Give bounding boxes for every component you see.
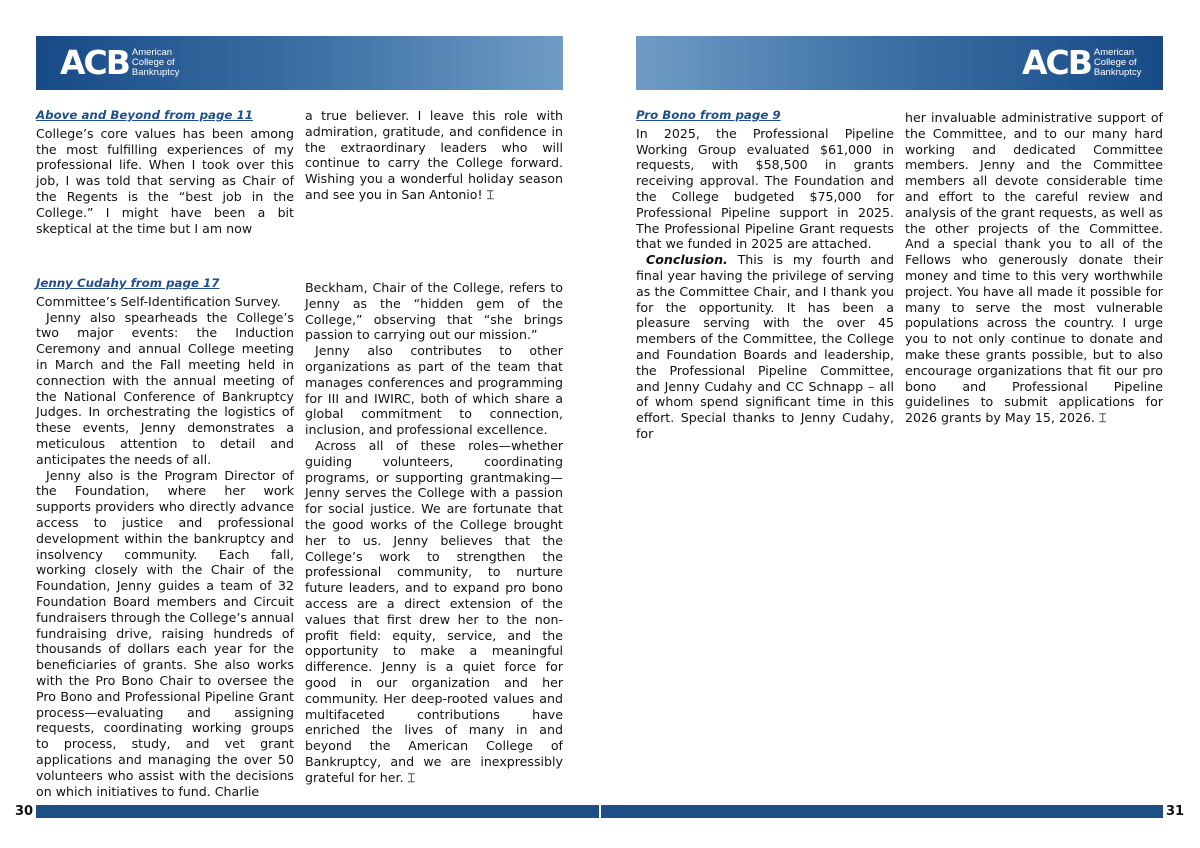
- article-pro-bono-col1: [636, 108, 894, 442]
- paragraph: Jenny also spearheads the College’s two major events: the Induction Ceremony and annual College meeting in March and the Fall meeting held in connection with the annual meeting of the National Conference of Bankruptcy Judges. In orchestrating the logistics of these events, Jenny demonstrates a meticulous attention to detail and anticipates the needs of all.: [36, 309, 294, 467]
- page-number-right: 31: [1166, 804, 1185, 819]
- header-banner-right: [636, 36, 1163, 90]
- end-mark-icon: ⌶: [486, 186, 495, 202]
- paragraph: [636, 252, 894, 442]
- paragraph-text: a true believer. I leave this role with admiration, gratitude, and confidence in the extraordinary leaders who will continue to carry the College forward. Wishing you a wonderful holiday season and see you in San Antonio!: [305, 108, 563, 202]
- end-mark-icon: ⌶: [1099, 410, 1107, 426]
- logo-line-1: American: [1093, 47, 1135, 58]
- logo-line-2: College of: [131, 57, 175, 68]
- logo-wordmark: [1094, 48, 1142, 78]
- paragraph: Jenny also contributes to other organizations as part of the team that manages conferences and programming for III and IWIRC, both of which share a global commitment to connection, inclusion, and professional excellence.: [305, 343, 563, 438]
- logo-line-2: College of: [1093, 57, 1137, 68]
- logo-mark: ACB: [60, 43, 129, 82]
- continuation-link-above-and-beyond[interactable]: Above and Beyond from page 11: [36, 108, 253, 122]
- conclusion-lead: Conclusion.: [646, 252, 728, 268]
- paragraph-text: her invaluable administrative support of the Committee, and to our many hard working and dedicated Committee members. Jenny and the Committee members all devote considerable time and effort to the careful review and analysis of the grant requests, as well as the other projects of the Committee. And a special thank you to all of the Fellows who generously donate their money and time to this very worthwhile project. You have all made it possible for many to serve the most vulnerable populations across the country. I urge you to not only continue to donate and make these grants possible, but to also encourage organizations that fit our pro bono and Professional Pipeline guidelines to submit applications for 2026 grants by May 15, 2026.: [905, 110, 1163, 426]
- logo-line-3: Bankruptcy: [131, 67, 180, 78]
- continuation-link-pro-bono[interactable]: Pro Bono from page 9: [636, 108, 781, 122]
- end-mark-icon: ⌶: [407, 769, 416, 785]
- paragraph: Jenny also is the Program Director of the Foundation, where her work supports providers who directly advance access to justice and professional development within the bankruptcy and insolvency community. Each fall, working closely with the Chair of the Foundation, Jenny guides a team of 32 Foundation Board members and Circuit fundraisers through the College’s annual fundraising drive, raising hundreds of thousands of dollars each year for the beneficiaries of grants. She also works with the Pro Bono Chair to oversee the Pro Bono and Professional Pipeline Grant process—evaluating and assigning requests, coordinating working groups to process, study, and vet grant applications and managing the over 50 volunteers who assist with the decisions on which initiatives to fund. Charlie: [36, 467, 294, 799]
- article-above-and-beyond-col2: [305, 108, 563, 203]
- paragraph-text: Across all of these roles—whether guiding volunteers, coordinating programs, or supporting grantmaking—Jenny serves the College with a passion for social justice. We are fortunate that the good works of the College brought her to us. Jenny believes that the College’s work to strengthen the professional community, to nurture future leaders, and to expand pro bono access are a direct extension of the values that first drew her to the non-profit field: equity, service, and the opportunity to make a meaningful difference. Jenny is a quiet force for good in our organization and her community. Her deep-rooted values and multifaceted contributions have enriched the lives of many in and beyond the American College of Bankruptcy, and we are inexpressibly grateful for her.: [305, 437, 563, 785]
- paragraph: [305, 438, 563, 786]
- acb-logo: [60, 43, 180, 82]
- paragraph: Committee’s Self-Identification Survey.: [36, 293, 281, 309]
- logo-mark: ACB: [1022, 43, 1091, 82]
- paragraph: [305, 108, 563, 203]
- acb-logo: [1022, 43, 1142, 82]
- paragraph-text: This is my fourth and final year having the privilege of serving as the Committee Chair, and I thank you for the opportunity. It has been a pleasure serving with the over 45 members of the Committee, the College and Foundation Boards and leadership, the Professional Pipeline Committee, and Jenny Cudahy and CC Schnapp – all of whom spend significant time in this effort. Special thanks to Jenny Cudahy, for: [636, 252, 894, 441]
- logo-line-1: American: [131, 47, 173, 58]
- continuation-link-jenny-cudahy[interactable]: Jenny Cudahy from page 17: [36, 276, 220, 290]
- page-number-left: 30: [15, 804, 34, 819]
- logo-line-3: Bankruptcy: [1093, 67, 1142, 78]
- article-pro-bono-col2: [905, 110, 1163, 426]
- article-jenny-cudahy-col1: [36, 276, 294, 799]
- footer-bar-right: [601, 805, 1163, 818]
- article-jenny-cudahy-col2: [305, 280, 563, 786]
- paragraph: [905, 110, 1163, 426]
- paragraph: In 2025, the Professional Pipeline Working Group evaluated $61,000 in requests, with $58,500 in grants receiving approval. The Foundation and the College budgeted $75,000 for Professional Pipeline support in 2025. The Professional Pipeline Grant requests that we funded in 2025 are attached.: [636, 125, 894, 252]
- paragraph: College’s core values has been among the most fulfilling experiences of my professional life. When I took over this job, I was told that serving as Chair of the Regents is the “best job in the College.” I might have been a bit skeptical at the time but I am now: [36, 125, 294, 236]
- header-banner-left: [36, 36, 563, 90]
- paragraph: Beckham, Chair of the College, refers to Jenny as the “hidden gem of the College,” observing that “she brings passion to carrying out our mission.”: [305, 280, 563, 343]
- article-above-and-beyond-col1: [36, 108, 294, 236]
- logo-wordmark: [132, 48, 180, 78]
- footer-bar-left: [36, 805, 599, 818]
